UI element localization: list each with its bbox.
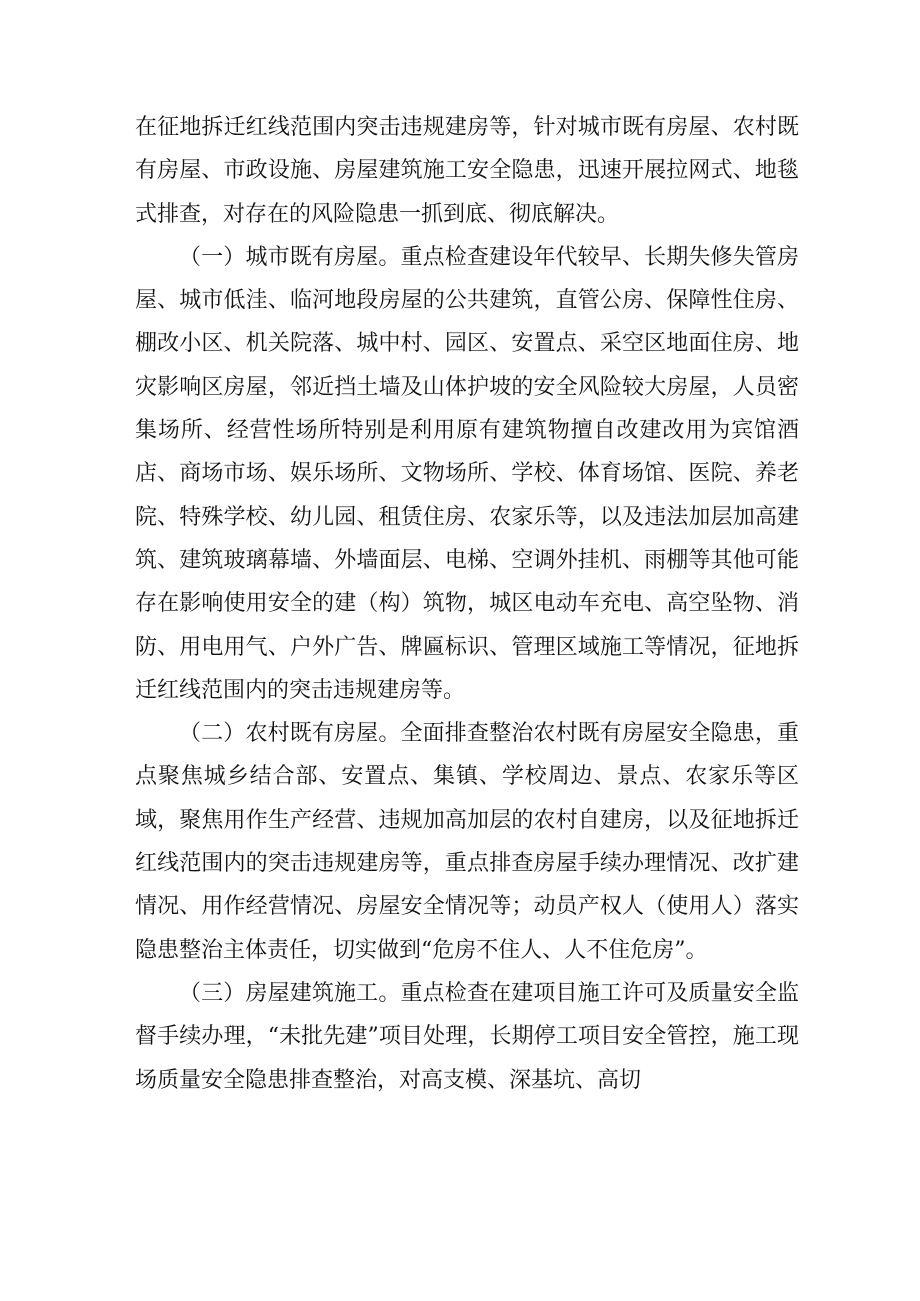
paragraph-construction [135, 972, 799, 1102]
paragraph-body: 全面排查整治农村既有房屋安全隐患，重点聚焦城乡结合部、安置点、集镇、学校周边、景点、农家乐等区域，聚焦用作生产经营、违规加高加层的农村自建房，以及征地拆迁红线范围内的突击违规建房等，重点排查房屋手续办理情况、改扩建情况、用作经营情况、房屋安全情况等；动员产权人（使用人）落实隐患整治主体责任，切实做到“危房不住人、人不住危房”。 [135, 721, 799, 963]
paragraph-urban-houses [135, 236, 799, 712]
paragraph-body: 重点检查在建项目施工许可及质量安全监督手续办理，“未批先建”项目处理，长期停工项目安全管控，施工现场质量安全隐患排查整治，对高支模、深基坑、高切 [135, 980, 799, 1093]
section-heading-construction: （三）房屋建筑施工。 [179, 980, 401, 1006]
section-heading-urban-houses: （一）城市既有房屋。 [179, 244, 401, 270]
paragraph-rural-houses [135, 712, 799, 972]
paragraph-body: 在征地拆迁红线范围内突击违规建房等，针对城市既有房屋、农村既有房屋、市政设施、房屋建筑施工安全隐患，迅速开展拉网式、地毯式排查，对存在的风险隐患一抓到底、彻底解决。 [135, 115, 799, 227]
document-body [135, 106, 799, 1102]
section-heading-rural-houses: （二）农村既有房屋。 [179, 721, 401, 747]
paragraph-continuation [135, 106, 799, 236]
paragraph-body: 重点检查建设年代较早、长期失修失管房屋、城市低洼、临河地段房屋的公共建筑，直管公房、保障性住房、棚改小区、机关院落、城中村、园区、安置点、采空区地面住房、地灾影响区房屋，邻近挡土墙及山体护坡的安全风险较大房屋，人员密集场所、经营性场所特别是利用原有建筑物擅自改建改用为宾馆酒店、商场市场、娱乐场所、文物场所、学校、体育场馆、医院、养老院、特殊学校、幼儿园、租赁住房、农家乐等，以及违法加层加高建筑、建筑玻璃幕墙、外墙面层、电梯、空调外挂机、雨棚等其他可能存在影响使用安全的建（构）筑物，城区电动车充电、高空坠物、消防、用电用气、户外广告、牌匾标识、管理区域施工等情况，征地拆迁红线范围内的突击违规建房等。 [135, 244, 799, 703]
